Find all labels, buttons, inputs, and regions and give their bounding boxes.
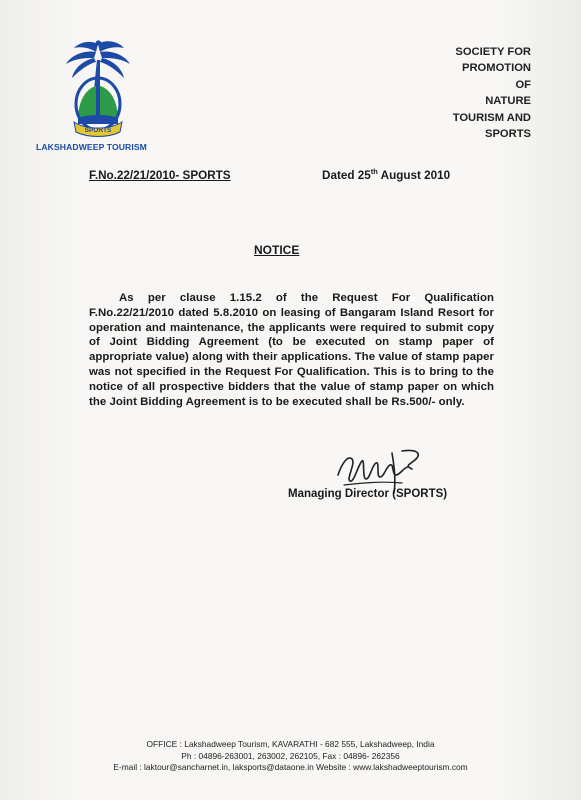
footer-office-address: OFFICE : Lakshadweep Tourism, KAVARATHI - 682 555, Lakshadweep, India <box>146 739 435 749</box>
organization-line: PROMOTION <box>462 62 531 75</box>
file-reference-number: F.No.22/21/2010- SPORTS <box>89 169 231 182</box>
letterhead-footer <box>0 739 581 774</box>
footer-email-website: E-mail : laktour@sancharnet.in, laksports@dataone.in Website : www.lakshadweeptourism.com <box>113 762 468 773</box>
organization-line: SPORTS <box>484 128 531 141</box>
date-day: Dated 25 <box>322 169 371 182</box>
footer-phone-fax: Ph : 04896-263001, 263002, 262105, Fax : 04896- 262356 <box>181 750 400 761</box>
signatory-designation: Managing Director (SPORTS) <box>288 488 448 500</box>
logo-badge-text: SPORTS <box>84 127 112 134</box>
organization-line: NATURE <box>485 95 531 108</box>
notice-body <box>89 291 494 409</box>
organization-line: SOCIETY FOR <box>455 46 531 58</box>
date-ordinal: th <box>370 167 378 177</box>
notice-title: NOTICE <box>254 243 300 257</box>
letter-date <box>322 169 450 182</box>
palm-tree-logo-icon <box>60 38 136 140</box>
notice-body-text: As per clause 1.15.2 of the Request For Qualification F.No.22/21/2010 dated 5.8.2010 on leasing of Bangaram Island Resort for operation and maintenance, the applicants were required to submit copy of Joint Bidding Agreement (to be executed on stamp paper of appropriate value) along with their applications. The value of stamp paper was not specified in the Request For Qualification. This is to bring to the notice of all prospective bidders that the value of stamp paper on which the Joint Bidding Agreement is to be executed shall be Rs.500/- only. <box>89 292 494 408</box>
lakshadweep-tourism-logo <box>36 38 156 164</box>
organization-line: OF <box>515 78 531 91</box>
organization-line: TOURISM AND <box>452 111 531 124</box>
date-month-year: August 2010 <box>377 169 451 182</box>
logo-caption: LAKSHADWEEP TOURISM <box>36 142 147 152</box>
organization-name <box>411 44 531 142</box>
